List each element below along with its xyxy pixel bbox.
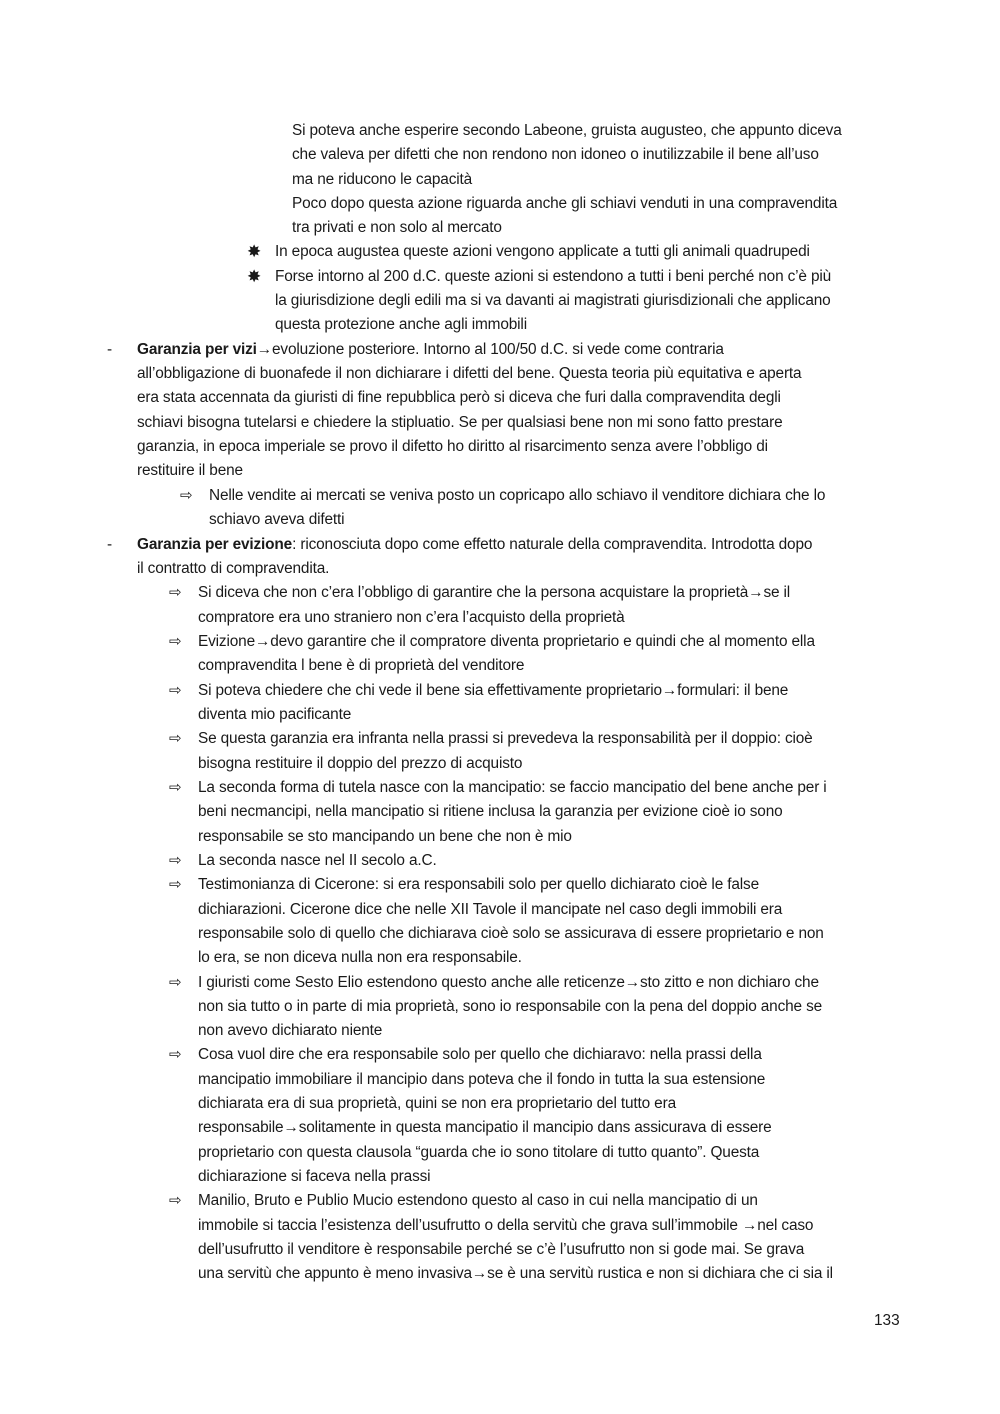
arrow-bullet-icon: ⇨ <box>169 1046 182 1063</box>
list-item: compravendita l bene è di proprietà del venditore <box>198 657 525 674</box>
list-item: Se questa garanzia era infranta nella prassi si prevedeva la responsabilità per il doppio: cioè <box>198 730 813 747</box>
text-line: il contratto di compravendita. <box>137 560 330 577</box>
text-line: all’obbligazione di buonafede il non dichiarare i difetti del bene. Questa teoria più equitativa e aperta <box>137 365 802 382</box>
text-line: schiavi bisogna tutelarsi e chiedere la stipluatio. Se per qualsiasi bene non mi sono fatto prestare <box>137 414 783 431</box>
text-line: Si poteva anche esperire secondo Labeone, gruista augusteo, che appunto diceva <box>292 122 842 139</box>
list-item: responsabile solo di quello che dichiarava cioè solo se assicurava di essere proprietario e non <box>198 925 824 942</box>
arrow-bullet-icon: ⇨ <box>169 682 182 699</box>
text-line: tra privati e non solo al mercato <box>292 219 502 236</box>
arrow-bullet-icon: ⇨ <box>169 633 182 650</box>
list-item: Testimonianza di Cicerone: si era responsabili solo per quello dichiarato cioè le false <box>198 876 759 893</box>
vizi-title: Garanzia per vizi <box>137 341 257 358</box>
text-line: garanzia, in epoca imperiale se provo il difetto ho diritto al risarcimento senza avere l’obbligo di <box>137 438 768 455</box>
text-line: ma ne riducono le capacità <box>292 171 473 188</box>
arrow-bullet-icon: ⇨ <box>169 584 182 601</box>
list-item: Forse intorno al 200 d.C. queste azioni si estendono a tutti i beni perché non c’è più <box>275 268 832 285</box>
list-item: non sia tutto o in parte di mia proprietà, sono io responsabile con la pena del doppio anche se <box>198 998 823 1015</box>
list-item: beni necmancipi, nella mancipatio si ritiene inclusa la garanzia per evizione cioè io sono <box>198 803 783 820</box>
page-number: 133 <box>874 1312 900 1329</box>
star-bullet-icon: ✸ <box>247 242 262 261</box>
list-item: La seconda forma di tutela nasce con la mancipatio: se faccio mancipatio del bene anche per i <box>198 779 827 796</box>
list-item: dichiarata era di sua proprietà, quini se non era proprietario del tutto era <box>198 1095 676 1112</box>
text-line: era stata accennata da giuristi di fine repubblica però si diceva che furi dalla compravendita degli <box>137 389 781 406</box>
list-item: mancipatio immobiliare il mancipio dans poteva che il fondo in tutta la sua estensione <box>198 1071 766 1088</box>
section-vizi-heading <box>137 338 724 362</box>
list-item: schiavo aveva difetti <box>209 511 345 528</box>
list-item: non avevo dichiarato niente <box>198 1022 383 1039</box>
list-item: la giurisdizione degli edili ma si va davanti ai magistrati giurisdizionali che applicano <box>275 292 831 309</box>
list-item: Cosa vuol dire che era responsabile solo per quello che dichiaravo: nella prassi della <box>198 1046 762 1063</box>
list-item: In epoca augustea queste azioni vengono applicate a tutti gli animali quadrupedi <box>275 243 810 260</box>
list-item: una servitù che appunto è meno invasiva→se è una servitù rustica e non si dichiara che ci sia il <box>198 1265 833 1282</box>
list-item: lo era, se non diceva nulla non era responsabile. <box>198 949 522 966</box>
list-item: dichiarazioni. Cicerone dice che nelle XII Tavole il mancipate nel caso degli immobili era <box>198 901 783 918</box>
list-item: Evizione→devo garantire che il compratore diventa proprietario e quindi che al momento ella <box>198 633 815 650</box>
evizione-title: Garanzia per evizione <box>137 536 293 553</box>
list-item: La seconda nasce nel II secolo a.C. <box>198 852 437 869</box>
list-item: I giuristi come Sesto Elio estendono questo anche alle reticenze→sto zitto e non dichiaro che <box>198 974 819 991</box>
list-item: questa protezione anche agli immobili <box>275 316 527 333</box>
arrow-bullet-icon: ⇨ <box>169 730 182 747</box>
list-item: compratore era uno straniero non c’era l’acquisto della proprietà <box>198 609 625 626</box>
list-item: dell’usufrutto il venditore è responsabile perché se c’è l’usufrutto non si gode mai. Se grava <box>198 1241 805 1258</box>
arrow-bullet-icon: ⇨ <box>180 487 193 504</box>
list-item: dichiarazione si faceva nella prassi <box>198 1168 431 1185</box>
list-item: bisogna restituire il doppio del prezzo di acquisto <box>198 755 523 772</box>
arrow-bullet-icon: ⇨ <box>169 1192 182 1209</box>
evizione-first-line: : riconosciuta dopo come effetto naturale della compravendita. Introdotta dopo <box>292 536 813 553</box>
arrow-bullet-icon: ⇨ <box>169 779 182 796</box>
list-item: responsabile→solitamente in questa mancipatio il mancipio dans assicurava di essere <box>198 1119 772 1136</box>
star-bullet-icon: ✸ <box>247 267 262 286</box>
arrow-bullet-icon: ⇨ <box>169 876 182 893</box>
list-item: Nelle vendite ai mercati se veniva posto un copricapo allo schiavo il venditore dichiara che lo <box>209 487 826 504</box>
list-item: Manilio, Bruto e Publio Mucio estendono questo al caso in cui nella mancipatio di un <box>198 1192 758 1209</box>
arrow-bullet-icon: ⇨ <box>169 852 182 869</box>
list-item: immobile si taccia l’esistenza dell’usufrutto o della servitù che grava sull’immobile →nel caso <box>198 1217 814 1234</box>
dash-bullet-icon: - <box>107 341 113 358</box>
text-line: restituire il bene <box>137 462 243 479</box>
text-line: che valeva per difetti che non rendono non idoneo o inutilizzabile il bene all’uso <box>292 146 819 163</box>
list-item: proprietario con questa clausola “guarda che io sono titolare di tutto quanto”. Questa <box>198 1144 760 1161</box>
arrow-bullet-icon: ⇨ <box>169 974 182 991</box>
section-evizione-heading <box>137 533 812 557</box>
list-item: diventa mio pacificante <box>198 706 352 723</box>
dash-bullet-icon: - <box>107 536 113 553</box>
list-item: Si diceva che non c’era l’obbligo di garantire che la persona acquistare la proprietà→se il <box>198 584 791 601</box>
vizi-first-line: →evoluzione posteriore. Intorno al 100/50 d.C. si vede come contraria <box>256 341 724 358</box>
text-line: Poco dopo questa azione riguarda anche gli schiavi venduti in una compravendita <box>292 195 838 212</box>
list-item: Si poteva chiedere che chi vede il bene sia effettivamente proprietario→formulari: il bene <box>198 682 789 699</box>
list-item: responsabile se sto mancipando un bene che non è mio <box>198 828 572 845</box>
